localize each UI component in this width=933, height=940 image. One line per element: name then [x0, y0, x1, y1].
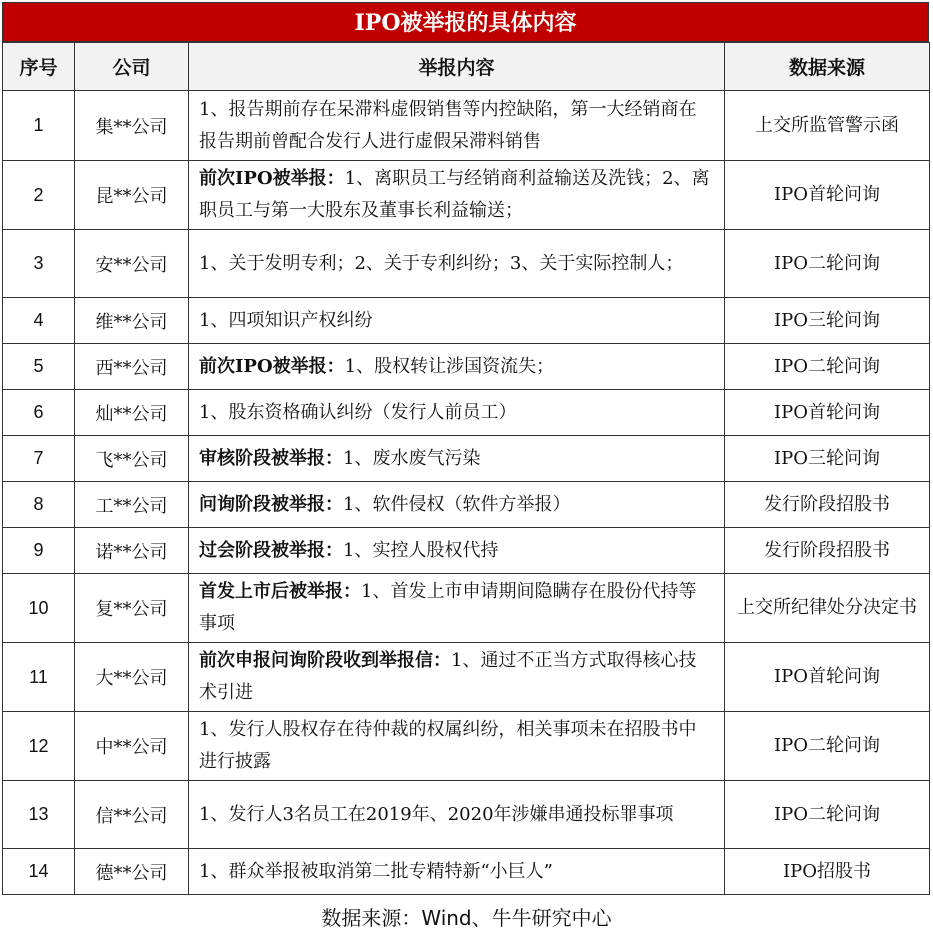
content-text: 1、关于发明专利；2、关于专利纠纷；3、关于实际控制人；: [199, 252, 684, 274]
row-company: 昆**公司: [75, 161, 189, 230]
row-number: 5: [3, 344, 75, 390]
content-text: 1、废水废气污染: [343, 447, 481, 469]
row-content: [189, 91, 725, 161]
table-row: [3, 161, 930, 230]
row-company: 工**公司: [75, 482, 189, 528]
row-source: IPO二轮问询: [725, 230, 930, 298]
header-company: 公司: [75, 43, 189, 91]
table-row: [3, 849, 930, 895]
content-prefix: 审核阶段被举报：: [199, 447, 343, 469]
table-title: IPO被举报的具体内容: [2, 2, 929, 42]
row-content: [189, 574, 725, 643]
row-source: 上交所纪律处分决定书: [725, 574, 930, 643]
content-text: 1、实控人股权代持: [343, 539, 499, 561]
header-row: [3, 43, 930, 91]
row-source: IPO首轮问询: [725, 643, 930, 712]
content-text: 1、发行人股权存在待仲裁的权属纠纷，相关事项未在招股书中进行披露: [199, 719, 697, 772]
row-company: 灿**公司: [75, 390, 189, 436]
content-prefix: 前次申报问询阶段收到举报信：: [199, 650, 451, 671]
content-text: 1、通过不正当方式取得核心技术引进: [199, 650, 697, 703]
table-row: [3, 528, 930, 574]
row-number: 7: [3, 436, 75, 482]
table-row: [3, 781, 930, 849]
content-text: 1、报告期前存在呆滞料虚假销售等内控缺陷，第一大经销商在报告期前曾配合发行人进行虚假呆滞料销售: [199, 98, 697, 152]
content-prefix: 前次IPO被举报：: [199, 168, 345, 189]
row-content: [189, 230, 725, 298]
content-prefix: 首发上市后被举报：: [199, 581, 361, 602]
row-number: 13: [3, 781, 75, 849]
row-number: 9: [3, 528, 75, 574]
content-text: 1、四项知识产权纠纷: [199, 309, 373, 331]
row-content: [189, 390, 725, 436]
row-content: [189, 161, 725, 230]
table-row: [3, 482, 930, 528]
report-table: [2, 42, 930, 895]
row-source: IPO招股书: [725, 849, 930, 895]
row-company: 维**公司: [75, 298, 189, 344]
row-company: 西**公司: [75, 344, 189, 390]
row-source: IPO三轮问询: [725, 298, 930, 344]
row-content: [189, 344, 725, 390]
row-company: 中**公司: [75, 712, 189, 781]
row-number: 8: [3, 482, 75, 528]
row-content: [189, 781, 725, 849]
row-source: 发行阶段招股书: [725, 482, 930, 528]
table-row: [3, 643, 930, 712]
row-source: IPO二轮问询: [725, 781, 930, 849]
row-content: [189, 482, 725, 528]
row-number: 1: [3, 91, 75, 161]
table-body: [3, 91, 930, 895]
row-company: 德**公司: [75, 849, 189, 895]
row-source: IPO二轮问询: [725, 344, 930, 390]
row-number: 4: [3, 298, 75, 344]
content-text: 1、软件侵权（软件方举报）: [343, 493, 571, 515]
table-row: [3, 230, 930, 298]
content-prefix: 问询阶段被举报：: [199, 493, 343, 515]
row-company: 复**公司: [75, 574, 189, 643]
row-source: IPO首轮问询: [725, 161, 930, 230]
row-source: IPO首轮问询: [725, 390, 930, 436]
row-number: 11: [3, 643, 75, 712]
row-company: 安**公司: [75, 230, 189, 298]
content-text: 1、股东资格确认纠纷（发行人前员工）: [199, 401, 517, 423]
row-content: [189, 849, 725, 895]
row-content: [189, 436, 725, 482]
row-company: 信**公司: [75, 781, 189, 849]
row-content: [189, 712, 725, 781]
row-company: 诺**公司: [75, 528, 189, 574]
table-row: [3, 91, 930, 161]
row-number: 3: [3, 230, 75, 298]
header-no: 序号: [3, 43, 75, 91]
table-row: [3, 344, 930, 390]
row-source: IPO三轮问询: [725, 436, 930, 482]
content-text: 1、离职员工与经销商利益输送及洗钱；2、离职员工与第一大股东及董事长利益输送；: [199, 168, 710, 221]
content-text: 1、股权转让涉国资流失；: [344, 355, 555, 377]
report-table-container: [2, 2, 929, 895]
content-text: 1、首发上市申请期间隐瞒存在股份代持等事项: [199, 581, 697, 634]
row-content: [189, 298, 725, 344]
row-company: 集**公司: [75, 91, 189, 161]
row-source: 上交所监管警示函: [725, 91, 930, 161]
table-row: [3, 574, 930, 643]
table-row: [3, 712, 930, 781]
row-number: 12: [3, 712, 75, 781]
row-source: 发行阶段招股书: [725, 528, 930, 574]
table-row: [3, 436, 930, 482]
content-prefix: 前次IPO被举报：: [199, 355, 345, 377]
row-number: 6: [3, 390, 75, 436]
content-prefix: 过会阶段被举报：: [199, 539, 343, 561]
row-source: IPO二轮问询: [725, 712, 930, 781]
header-source: 数据来源: [725, 43, 930, 91]
row-number: 2: [3, 161, 75, 230]
table-row: [3, 298, 930, 344]
table-row: [3, 390, 930, 436]
row-content: [189, 528, 725, 574]
row-number: 14: [3, 849, 75, 895]
content-text: 1、发行人3名员工在2019年、2020年涉嫌串通投标罪事项: [199, 803, 674, 825]
content-text: 1、群众举报被取消第二批专精特新“小巨人”: [199, 860, 553, 882]
row-content: [189, 643, 725, 712]
row-number: 10: [3, 574, 75, 643]
row-company: 大**公司: [75, 643, 189, 712]
source-footer: 数据来源：Wind、牛牛研究中心: [321, 906, 612, 930]
row-company: 飞**公司: [75, 436, 189, 482]
header-content: 举报内容: [189, 43, 725, 91]
